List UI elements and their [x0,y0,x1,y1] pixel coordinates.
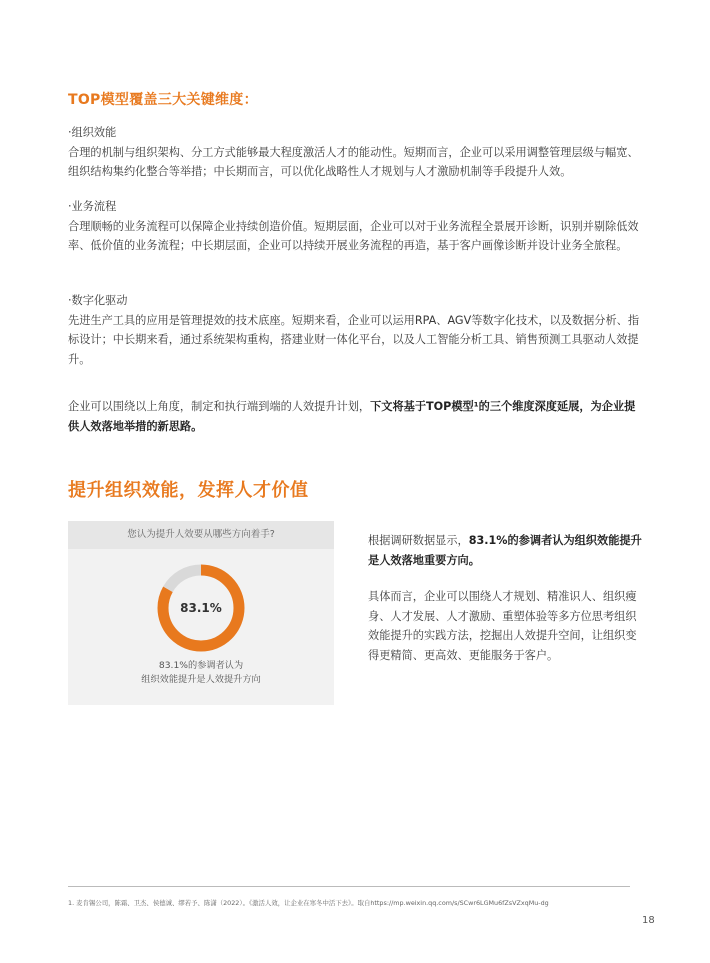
section2-heading: 提升组织效能，发挥人才价值 [68,480,309,501]
survey-note-line1: 83.1%的参调者认为 [158,660,244,671]
section-heading: TOP模型覆盖三大关键维度： [68,92,258,108]
dimension-block-digital [68,291,644,369]
detail-paragraph: 具体而言，企业可以围绕人才规划、精准识人、组织瘦身、人才发展、人才激励、重塑体验等多方位思考组织效能提升的实践方法，挖掘出人效提升空间，让组织变得更精简、更高效、更能服务于客户。 [368,590,637,662]
footnote: 1. 麦肯锡公司，陈霜、卫杰、侯德诚、缪若予、陈潇（2022）。《激活人效，让企业在寒冬中活下去》。取自https://mp.weixin.qq.com/s/SCwr6LGMu6fZsVZxqMu-dg [68,899,549,907]
survey-question: 您认为提升人效要从哪些方向着手? [68,521,334,549]
findings-bold: 83.1%的参调者认为组织效能提升是人效落地重要方向。 [368,534,642,567]
survey-note-line2: 组织效能提升是人效提升方向 [141,674,261,685]
dimension-block-org [68,123,644,182]
dimension-text: 合理的机制与组织架构、分工方式能够最大程度激活人才的能动性。短期而言，企业可以采用调整管理层级与幅宽、组织结构集约化整合等举措；中长期而言，可以优化战略性人才规划与人才激励机制等手段提升人效。 [68,145,639,178]
findings-paragraph [368,531,644,570]
page-number: 18 [642,915,655,926]
dimension-text: 先进生产工具的应用是管理提效的技术底座。短期来看，企业可以运用RPA、AGV等数字化技术，以及数据分析、指标设计；中长期来看，通过系统架构重构，搭建业财一体化平台，以及人工智能分析工具、销售预测工具驱动人效提升。 [68,313,640,366]
dimension-text: 合理顺畅的业务流程可以保障企业持续创造价值。短期层面，企业可以对于业务流程全景展开诊断，识别并剔除低效率、低价值的业务流程；中长期层面，企业可以持续开展业务流程的再造，基于客户画像诊断并设计业务全旅程。 [68,219,639,252]
donut-center-value: 83.1% [180,601,222,615]
summary-bold: 下文将基于TOP模型¹的三个维度深度延展，为企业提供人效落地举措的新思路。 [68,400,636,433]
survey-note [68,659,334,687]
dimension-title: ·组织效能 [68,126,117,139]
footnote-divider [68,886,630,887]
dimension-block-process [68,197,644,256]
summary-paragraph [68,397,644,436]
summary-normal: 企业可以围绕以上角度，制定和执行端到端的人效提升计划， [68,400,371,413]
survey-card [68,521,334,705]
dimension-title: ·数字化驱动 [68,294,128,307]
dimension-title: ·业务流程 [68,200,117,213]
findings-normal: 根据调研数据显示， [368,534,469,547]
